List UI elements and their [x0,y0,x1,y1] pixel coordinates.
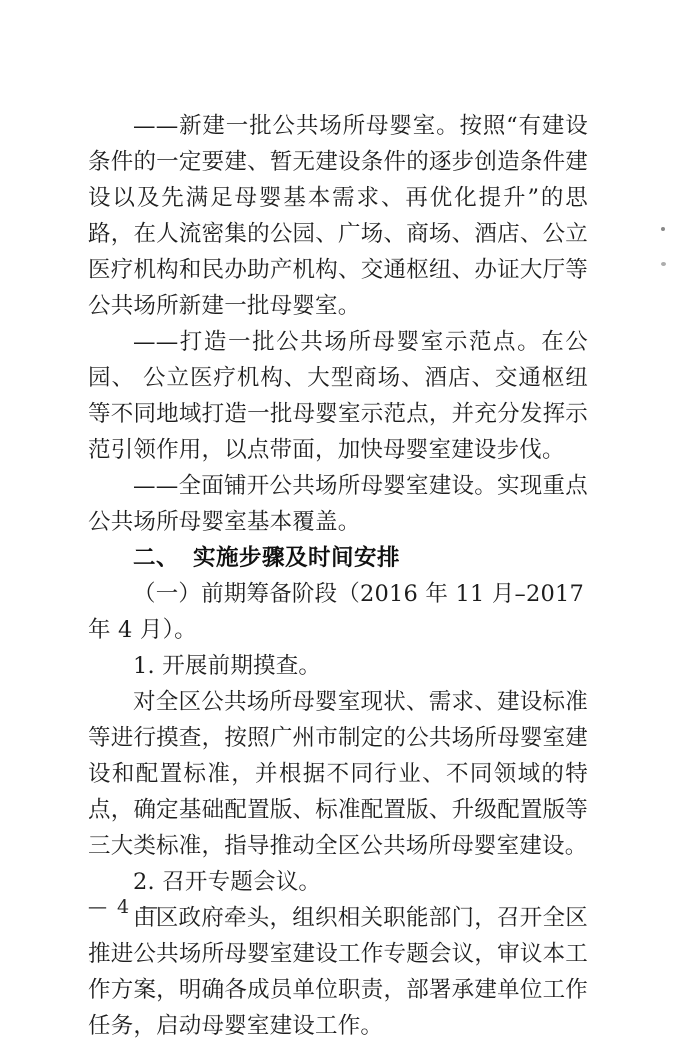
paragraph-new-construction: ——新建一批公共场所母婴室。按照“有建设条件的一定要建、暂无建设条件的逐步创造条件建设以及先满足母婴基本需求、再优化提升”的思路，在人流密集的公园、广场、商场、酒店、公立医疗机构和民办助产机构、交通枢纽、办证大厅等公共场所新建一批母婴室。 [88,113,588,319]
subsection-item-1-survey: 1. 开展前期摸查。 [133,653,322,679]
paragraph-full-rollout: ——全面铺开公共场所母婴室建设。实现重点公共场所母婴室基本覆盖。 [88,473,588,535]
scan-artifact-speckle [661,262,666,266]
page-number-footer: — 4 — [88,896,161,918]
section-heading-implementation-steps [88,540,588,576]
paragraph-meeting-details: 由区政府牵头，组织相关职能部门，召开全区推进公共场所母婴室建设工作专题会议，审议本工作方案，明确各成员单位职责，部署承建单位工作任务，启动母婴室建设工作。 [88,905,588,1039]
section-heading-label: 实施步骤及时间安排 [193,545,401,571]
subsection-preparation-phase: （一）前期筹备阶段（2016 年 11 月–2017 年 4 月）。 [88,581,585,643]
section-heading-marker: 二、 [133,545,180,571]
paragraph-survey-details: 对全区公共场所母婴室现状、需求、建设标准等进行摸查，按照广州市制定的公共场所母婴室建设和配置标准，并根据不同行业、不同领域的特点，确定基础配置版、标准配置版、升级配置版等三大类标准，指导推动全区公共场所母婴室建设。 [88,689,588,859]
subsection-item-2-meeting: 2. 召开专题会议。 [133,869,322,895]
scan-artifact-speckle [661,227,665,231]
paragraph-demonstration-sites: ——打造一批公共场所母婴室示范点。在公园、 公立医疗机构、大型商场、酒店、交通枢纽等不同地域打造一批母婴室示范点，并充分发挥示范引领作用，以点带面，加快母婴室建设步伐。 [88,329,588,463]
